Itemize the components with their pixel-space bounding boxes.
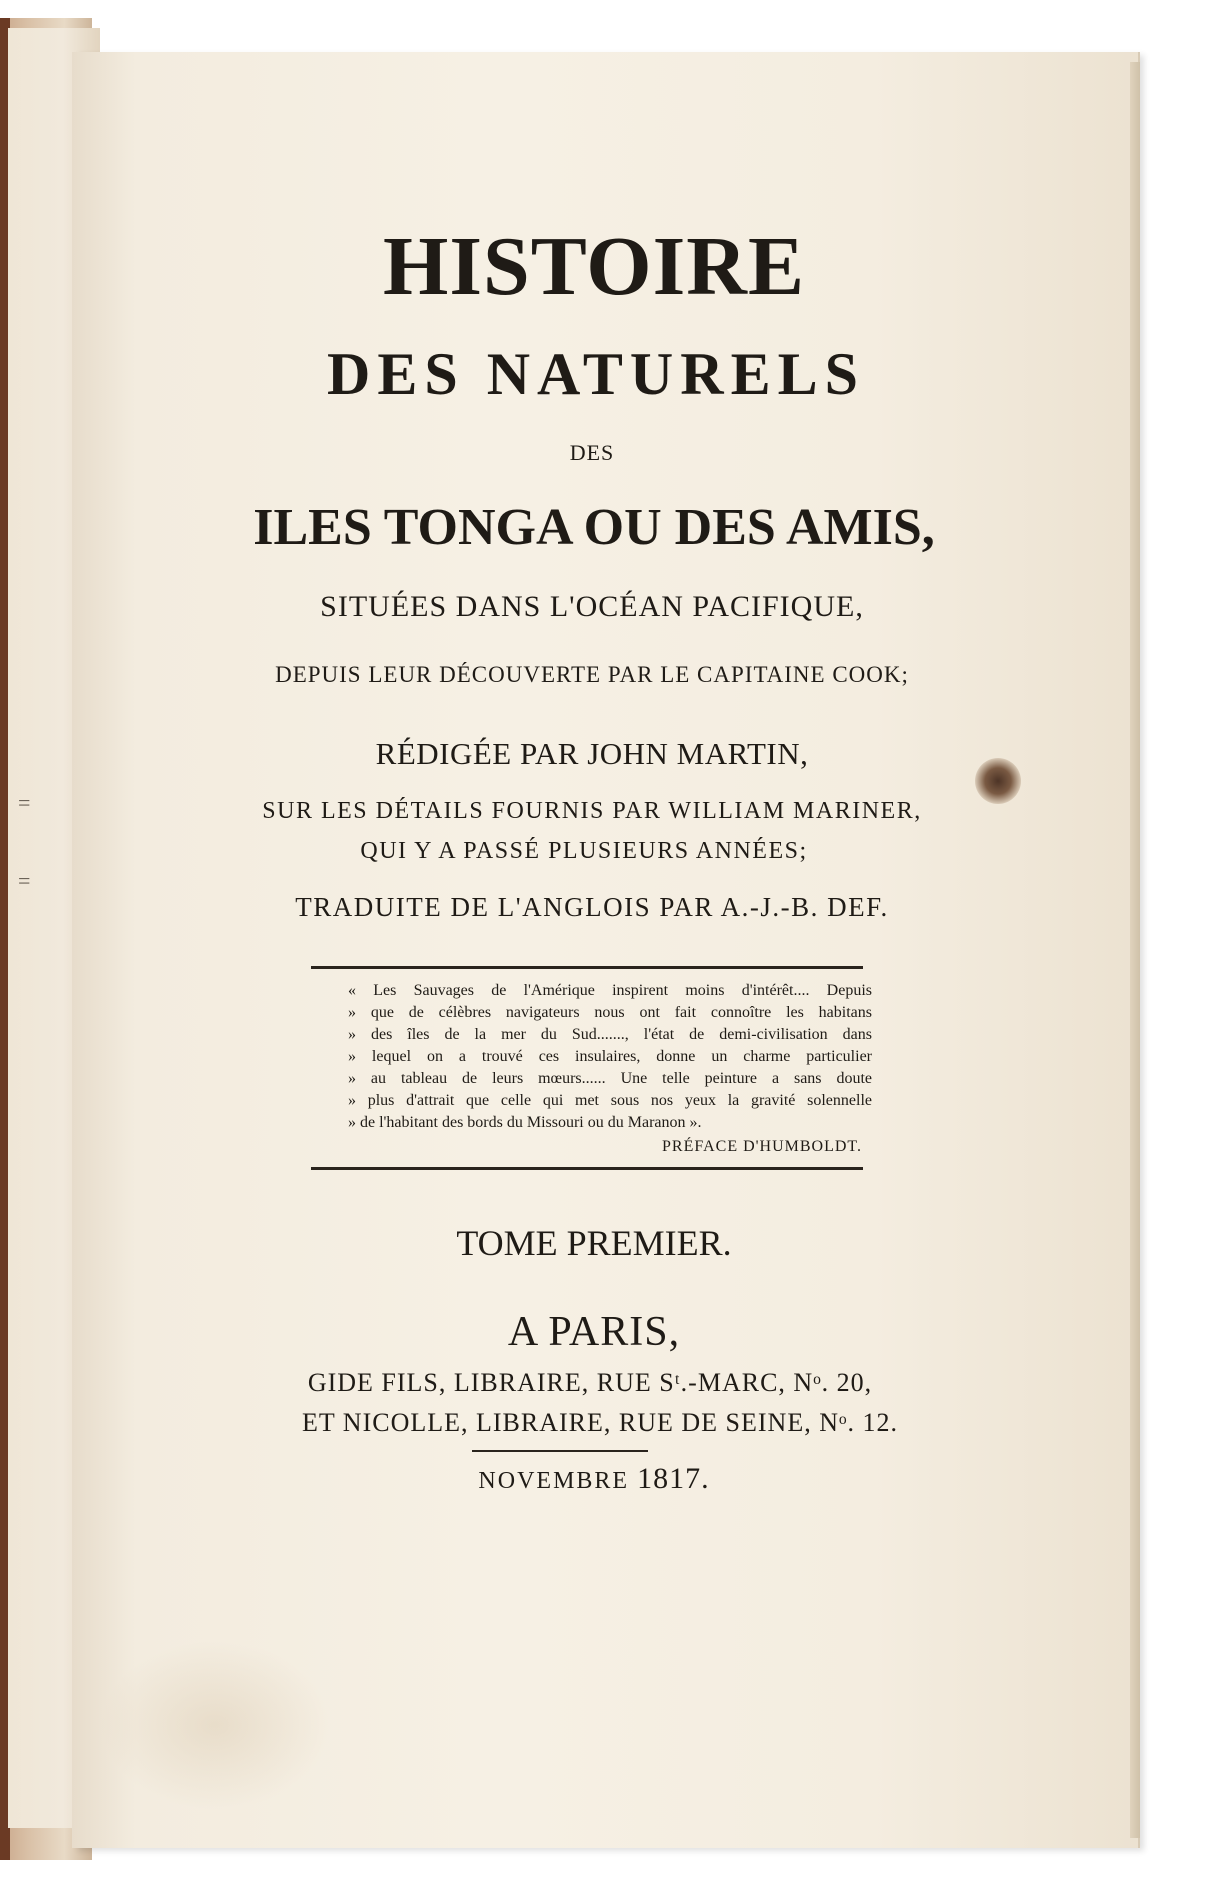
page-block-edge xyxy=(1130,62,1140,1838)
author-line: RÉDIGÉE PAR JOHN MARTIN, xyxy=(375,736,809,771)
main-title: HISTOIRE xyxy=(383,220,805,313)
imprint-rule xyxy=(472,1450,648,1452)
epigraph-line: » que de célèbres navigateurs nous ont fait connoître les habitans xyxy=(348,1004,872,1021)
epigraph-line: » au tableau de leurs mœurs...... Une telle peinture a sans doute xyxy=(348,1070,872,1087)
translator-line: TRADUITE DE L'ANGLOIS PAR A.-J.-B. DEF. xyxy=(295,892,889,922)
publisher-line-2: ET NICOLLE, LIBRAIRE, RUE DE SEINE, Nᵒ. 12. xyxy=(302,1408,898,1437)
show-through-mark: = xyxy=(18,868,31,893)
epigraph-line: » lequel on a trouvé ces insulaires, donne un charme particulier xyxy=(348,1048,872,1065)
epigraph-rule-bottom xyxy=(311,1167,863,1170)
subtitle-line-4: ILES TONGA OU DES AMIS, xyxy=(253,499,935,556)
imprint-year: 1817. xyxy=(637,1462,710,1495)
subtitle-line-6: DEPUIS LEUR DÉCOUVERTE PAR LE CAPITAINE COOK; xyxy=(275,662,909,687)
imprint-city: A PARIS, xyxy=(507,1309,681,1355)
epigraph-line: » plus d'attrait que celle qui met sous nos yeux la gravité solennelle xyxy=(348,1092,872,1109)
publisher-line-1: GIDE FILS, LIBRAIRE, RUE Sᵗ.-MARC, Nᵒ. 20, xyxy=(307,1368,873,1397)
epigraph xyxy=(348,980,872,1158)
subtitle-line-2: DES NATURELS xyxy=(326,341,865,407)
epigraph-line: » de l'habitant des bords du Missouri ou du Maranon ». xyxy=(348,1114,702,1131)
title-page xyxy=(72,52,1138,1848)
subtitle-line-3: DES xyxy=(569,440,615,465)
epigraph-rule-top xyxy=(311,966,863,969)
source-line-2: QUI Y A PASSÉ PLUSIEURS ANNÉES; xyxy=(360,838,808,864)
epigraph-line: « Les Sauvages de l'Amérique inspirent moins d'intérêt.... Depuis xyxy=(348,982,872,999)
subtitle-line-5: SITUÉES DANS L'OCÉAN PACIFIQUE, xyxy=(320,590,864,623)
epigraph-source: PRÉFACE D'HUMBOLDT. xyxy=(662,1138,862,1155)
show-through-mark: = xyxy=(18,790,31,815)
imprint-month: NOVEMBRE xyxy=(478,1468,630,1494)
water-stain xyxy=(100,1640,330,1810)
volume-label: TOME PREMIER. xyxy=(456,1223,732,1263)
imprint-date xyxy=(0,1462,1198,1496)
epigraph-line: » des îles de la mer du Sud......., l'état de demi-civilisation dans xyxy=(348,1026,872,1043)
source-line: SUR LES DÉTAILS FOURNIS PAR WILLIAM MARINER, xyxy=(262,798,922,824)
